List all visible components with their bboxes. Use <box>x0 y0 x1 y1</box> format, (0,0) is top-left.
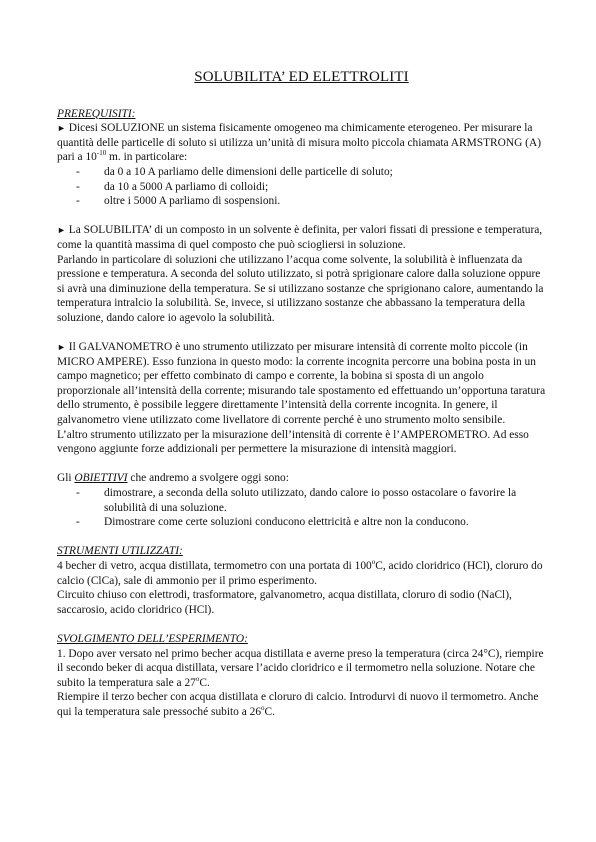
dash-bullet-icon: - <box>76 516 80 529</box>
solvente-paragraph: Parlando in particolare di soluzioni che utilizzano l’acqua come solvente, la solubilità è influenzata da pressione e temperatura. A seconda del soluto utilizzato, si potrà sprigionare calore dalla soluzione oppure si avrà una diminuzione della temperatura. Se si utilizzano sostanze che sprigionano calore, aumentando la temperatura intralcio la solubilità. Se, invece, si utilizzano sostanze che abbassano la temperatura della soluzione, dando calore io agevolo la solubilità. <box>57 253 544 324</box>
triangle-bullet-icon: ► <box>57 123 66 134</box>
svolgimento-paragraph-2: Riempire il terzo becher con acqua distillata e cloruro di calcio. Introdurvi di nuovo il termometro. Anche qui la temperatura sale pressoché subito a 26$^o$C. <box>57 691 539 718</box>
triangle-bullet-icon: ► <box>57 342 66 353</box>
dash-bullet-icon: - <box>76 195 80 208</box>
strumenti-paragraph-2: Circuito chiuso con elettrodi, trasformatore, galvanometro, acqua distillata, cloruro di sodio (NaCl), saccarosio, acido cloridrico (HCl). <box>57 589 512 616</box>
list-item: - Dimostrare come certe soluzioni conducono elettricità e altre non la conducono. <box>76 516 469 529</box>
prerequisiti-paragraph-1: ► Dicesi SOLUZIONE un sistema fisicamente omogeneo ma chimicamente eterogeneo. Per misurare la quantità delle particelle di soluto si utilizza un’unità di misura molto piccola chiamata ARMSTRONG (A) pari a $10^{-10}$ m. in particolare: <box>57 122 541 164</box>
svolgimento-heading: SVOLGIMENTO DELL’ESPERIMENTO: <box>57 632 248 645</box>
svolgimento-paragraph-1: 1. Dopo aver versato nel primo becher acqua distillata e averne preso la temperatura (circa 24°C), riempire il secondo beker di acqua distillata, versare l’acido cloridrico e il termometro nella soluzione. Notare che subito la temperatura sale a 27$^o$C. <box>57 647 544 689</box>
list-item: - da 0 a 10 A parliamo delle dimensioni delle particelle di soluto; <box>76 165 393 178</box>
list-item: - da 10 a 5000 A parliamo di colloidi; <box>76 180 269 193</box>
obiettivi-keyword: OBIETTIVI <box>74 472 128 485</box>
strumenti-heading: STRUMENTI UTILIZZATI: <box>57 545 183 558</box>
list-item: - dimostrare, a seconda della soluto utilizzato, dando calore io posso ostacolare o favorire la solubilità di una soluzione. <box>76 487 517 514</box>
solubilita-paragraph: ► La SOLUBILITA’ di un composto in un solvente è definita, per valori fissati di pressione e temperatura, come la quantità massima di quel composto che può sciogliersi in soluzione. <box>57 224 543 251</box>
list-item: - oltre i 5000 A parliamo di sospensioni. <box>76 195 281 208</box>
dash-bullet-icon: - <box>76 165 80 178</box>
particle-size-list <box>57 165 546 209</box>
galvanometro-paragraph: ► Il GALVANOMETRO è uno strumento utilizzato per misurare intensità di corrente molto piccole (in MICRO AMPERE). Esso funziona in questo modo: la corrente incognita percorre una bobina posta in un campo magnetico; per effetto combinato di campo e corrente, la bobina si sposta di un angolo proporzionale all’intensità della corrente; misurando tale spostamento ed effettuando un’opportuna taratura dello strumento, è possibile leggere direttamente l’intensità della corrente incognita. In genere, il galvanometro viene utilizzato come livellatore di corrente perché è uno strumento molto sensibile. <box>57 341 546 427</box>
dash-bullet-icon: - <box>76 487 80 500</box>
obiettivi-intro: Gli OBIETTIVI che andremo a svolgere oggi sono: <box>57 472 289 485</box>
triangle-bullet-icon: ► <box>57 225 66 236</box>
dash-bullet-icon: - <box>76 180 80 193</box>
amperometro-paragraph: L’altro strumento utilizzato per la misurazione dell’intensità di corrente è l’AMPEROMETRO. Ad esso vengono aggiunte forze addizionali per permettere la misurazione di intensità maggiori. <box>57 428 529 456</box>
document-title: SOLUBILITA’ ED ELETTROLITI <box>194 69 409 85</box>
obiettivi-list <box>57 486 546 530</box>
prerequisiti-heading: PREREQUISITI: <box>57 107 136 120</box>
strumenti-paragraph-1: 4 becher di vetro, acqua distillata, termometro con una portata di 100$^o$C, acido cloridrico (HCl), cloruro do calcio (ClCa), sale di ammonio per il primo esperimento. <box>57 558 543 587</box>
